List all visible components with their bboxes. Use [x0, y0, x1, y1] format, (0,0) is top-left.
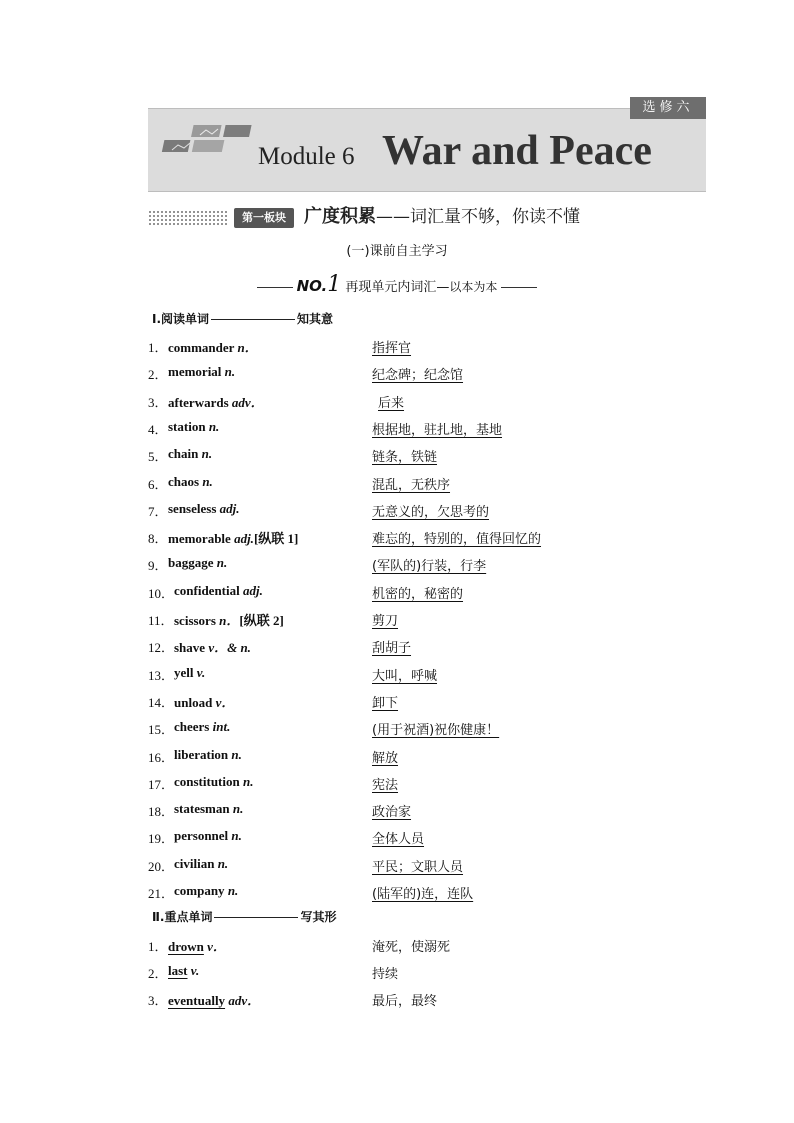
landscape-photos-icon — [158, 123, 254, 159]
row-number: 18． — [148, 804, 175, 820]
no1-dash: — — [436, 280, 450, 295]
word-text: shave — [174, 640, 206, 656]
vocab-word — [174, 583, 263, 599]
vocab-word — [168, 528, 298, 547]
word-text: station — [168, 418, 206, 434]
word-text: senseless — [168, 500, 217, 516]
vocab-row — [148, 337, 706, 357]
part-of-speech: n. — [242, 773, 254, 789]
vocab-word — [174, 856, 228, 872]
word-text: personnel — [174, 828, 229, 844]
word-text: drown — [168, 939, 204, 954]
vocab-row — [148, 801, 706, 821]
vocab-row — [148, 474, 706, 494]
vocab-word — [174, 665, 205, 681]
vocab-row — [148, 555, 706, 575]
part-of-speech: adj. — [234, 531, 254, 547]
vocab-row — [148, 774, 706, 794]
answer-text: 淹死，使溺死 — [372, 940, 451, 955]
book-tag: 选修六 — [630, 97, 706, 119]
answer-text: 纪念碑；纪念馆 — [372, 368, 464, 384]
rule-right — [501, 287, 537, 288]
answer-text: 剪刀 — [372, 614, 399, 629]
rule-left — [257, 287, 293, 288]
word-text: baggage — [168, 555, 214, 571]
part-of-speech: n. — [217, 855, 229, 871]
module-header-band — [148, 100, 706, 192]
row-number: 20． — [148, 858, 175, 874]
part2-dash — [214, 917, 298, 918]
word-text: chaos — [168, 473, 200, 489]
part-of-speech: v． — [215, 694, 235, 710]
part-of-speech: n. — [224, 364, 236, 380]
vocab-word — [174, 774, 253, 790]
vocab-row — [148, 692, 706, 712]
vocab-row — [148, 364, 706, 384]
word-text: commander — [168, 340, 235, 355]
word-text: statesman — [174, 801, 230, 817]
word-text: scissors — [174, 613, 216, 628]
row-number: 17． — [148, 776, 175, 792]
part-of-speech: int. — [212, 719, 231, 735]
word-text: constitution — [174, 773, 240, 789]
answer-text: 根据地，驻扎地，基地 — [372, 422, 503, 438]
vocab-row — [148, 936, 706, 956]
part-of-speech: n. — [202, 473, 213, 489]
vocab-row — [148, 446, 706, 466]
answer-text: 宪法 — [372, 777, 399, 793]
part-of-speech: n. — [231, 828, 242, 844]
vocab-row — [148, 392, 706, 412]
answer-text: 难忘的，特别的，值得回忆的 — [372, 532, 542, 548]
module-title: War and Peace — [382, 128, 652, 174]
part-of-speech: adv． — [231, 394, 264, 410]
word-text: liberation — [174, 746, 229, 762]
answer-text: 持续 — [372, 967, 399, 982]
answer-text: (陆军的)连，连队 — [372, 887, 474, 902]
vocab-row — [148, 963, 706, 983]
part-of-speech: n. — [216, 555, 228, 571]
answer-text: 平民；文职人员 — [372, 859, 464, 875]
row-number: 12． — [148, 640, 175, 656]
section-heading-sub: ——词汇量不够，你读不懂 — [376, 207, 580, 227]
row-number: 9． — [148, 558, 168, 574]
vocab-row — [148, 747, 706, 767]
row-number: 21． — [148, 886, 175, 901]
vocab-word — [174, 637, 251, 656]
answer-text: 无意义的，欠思考的 — [372, 504, 490, 520]
word-text: chain — [168, 446, 199, 462]
row-number: 10． — [148, 585, 175, 601]
answer-text: (军队的)行装，行李 — [372, 559, 487, 575]
subsection-title: (一)课前自主学习 — [346, 244, 448, 259]
row-number: 3． — [148, 993, 168, 1008]
vocab-row — [148, 665, 706, 685]
vocab-word — [174, 801, 243, 817]
part-of-speech: v. — [196, 664, 206, 680]
module-number: Module 6 — [258, 143, 355, 170]
answer-text: 混乱，无秩序 — [372, 477, 451, 493]
part-of-speech: adj. — [242, 582, 263, 598]
part2-tail: 写其形 — [300, 910, 337, 924]
part-of-speech: n． — [219, 613, 240, 628]
answer-text: 机密的，秘密的 — [372, 586, 464, 602]
part-of-speech: adv． — [228, 993, 261, 1008]
part-of-speech: n. — [208, 418, 220, 434]
vocab-row — [148, 637, 706, 657]
row-number: 19． — [148, 831, 175, 847]
cross-reference: [纵联 1] — [253, 531, 299, 547]
answer-text: 指挥官 — [372, 341, 412, 356]
word-text: cheers — [174, 719, 210, 735]
part1-label: Ⅰ.阅读单词 — [152, 312, 210, 326]
answer-text: 全体人员 — [372, 832, 425, 848]
word-text: unload — [174, 694, 213, 710]
vocab-word — [168, 446, 212, 462]
row-number: 3． — [148, 394, 168, 410]
part2-heading — [152, 908, 336, 925]
word-text: company — [174, 883, 225, 898]
vocab-word — [168, 364, 235, 380]
part-of-speech: v．& n. — [208, 640, 251, 656]
answer-text: 最后，最终 — [372, 994, 438, 1009]
word-text: confidential — [174, 582, 240, 598]
part1-dash — [211, 319, 295, 320]
part-of-speech: n. — [231, 746, 242, 762]
no1-prefix: NO. — [296, 277, 328, 295]
answer-text: (用于祝酒)祝你健康！ — [372, 723, 500, 739]
vocab-word — [174, 692, 234, 711]
vocab-row — [148, 719, 706, 739]
word-text: last — [168, 963, 188, 978]
row-number: 16． — [148, 749, 175, 765]
row-number: 6． — [148, 476, 168, 492]
part-of-speech: adj. — [219, 500, 240, 516]
vocab-word — [168, 501, 240, 517]
vocab-row — [148, 583, 706, 603]
answer-text: 政治家 — [372, 805, 412, 821]
vocab-word — [174, 828, 242, 844]
vocab-word — [168, 337, 258, 356]
dot-pattern-decoration — [148, 210, 228, 226]
word-text: memorable — [168, 531, 231, 547]
part-of-speech: n. — [232, 801, 244, 817]
no1-tail: 以本为本 — [449, 280, 498, 294]
answer-text: 解放 — [372, 750, 399, 766]
no1-number: 1 — [327, 272, 342, 297]
vocab-word — [168, 419, 219, 435]
vocab-row — [148, 610, 706, 630]
section-heading-main: 广度积累 — [304, 206, 376, 227]
word-text: afterwards — [168, 394, 229, 410]
cross-reference: [纵联 2] — [239, 613, 284, 628]
answer-text: 刮胡子 — [372, 641, 412, 657]
vocab-word — [174, 747, 242, 763]
vocab-row — [148, 419, 706, 439]
word-text: eventually — [168, 993, 226, 1008]
answer-text: 链条，铁链 — [372, 450, 438, 466]
vocab-row — [148, 501, 706, 521]
vocab-word — [168, 990, 260, 1009]
row-number: 7． — [148, 503, 168, 519]
vocab-word — [168, 963, 199, 979]
part-of-speech: v． — [207, 939, 226, 954]
part-of-speech: n. — [201, 446, 213, 462]
row-number: 2． — [148, 367, 168, 383]
no1-heading — [0, 272, 794, 297]
no1-text: 再现单元内词汇 — [345, 280, 437, 295]
vocab-row — [148, 990, 706, 1010]
vocab-word — [168, 936, 226, 955]
part2-label: Ⅱ.重点单词 — [152, 910, 213, 924]
vocab-word — [174, 719, 230, 735]
word-text: memorial — [168, 364, 222, 380]
vocab-word — [174, 883, 238, 899]
vocab-word — [168, 392, 264, 411]
part-of-speech: n. — [227, 883, 239, 898]
row-number: 5． — [148, 449, 168, 465]
part-of-speech: v. — [190, 963, 200, 978]
row-number: 1． — [148, 939, 168, 954]
vocab-word — [168, 474, 213, 490]
part1-tail: 知其意 — [297, 312, 334, 326]
section-heading — [304, 202, 580, 228]
vocab-word — [174, 610, 284, 629]
vocab-word — [168, 555, 227, 571]
row-number: 11． — [148, 613, 174, 628]
part-of-speech: n． — [237, 340, 258, 355]
word-text: civilian — [174, 855, 215, 871]
answer-text: 卸下 — [372, 695, 399, 711]
section-pill: 第一板块 — [234, 208, 294, 228]
vocab-row — [148, 528, 706, 548]
vocab-row — [148, 883, 706, 903]
row-number: 13． — [148, 667, 175, 683]
row-number: 4． — [148, 421, 168, 437]
word-text: yell — [174, 664, 194, 680]
answer-text: 大叫，呼喊 — [372, 668, 438, 684]
row-number: 15． — [148, 722, 175, 738]
section-heading-row — [148, 206, 706, 230]
row-number: 8． — [148, 531, 168, 547]
vocab-row — [148, 856, 706, 876]
row-number: 1． — [148, 340, 168, 355]
part1-heading — [152, 310, 333, 327]
row-number: 14． — [148, 694, 175, 710]
answer-text: 后来 — [378, 395, 405, 411]
vocab-row — [148, 828, 706, 848]
row-number: 2． — [148, 966, 168, 981]
